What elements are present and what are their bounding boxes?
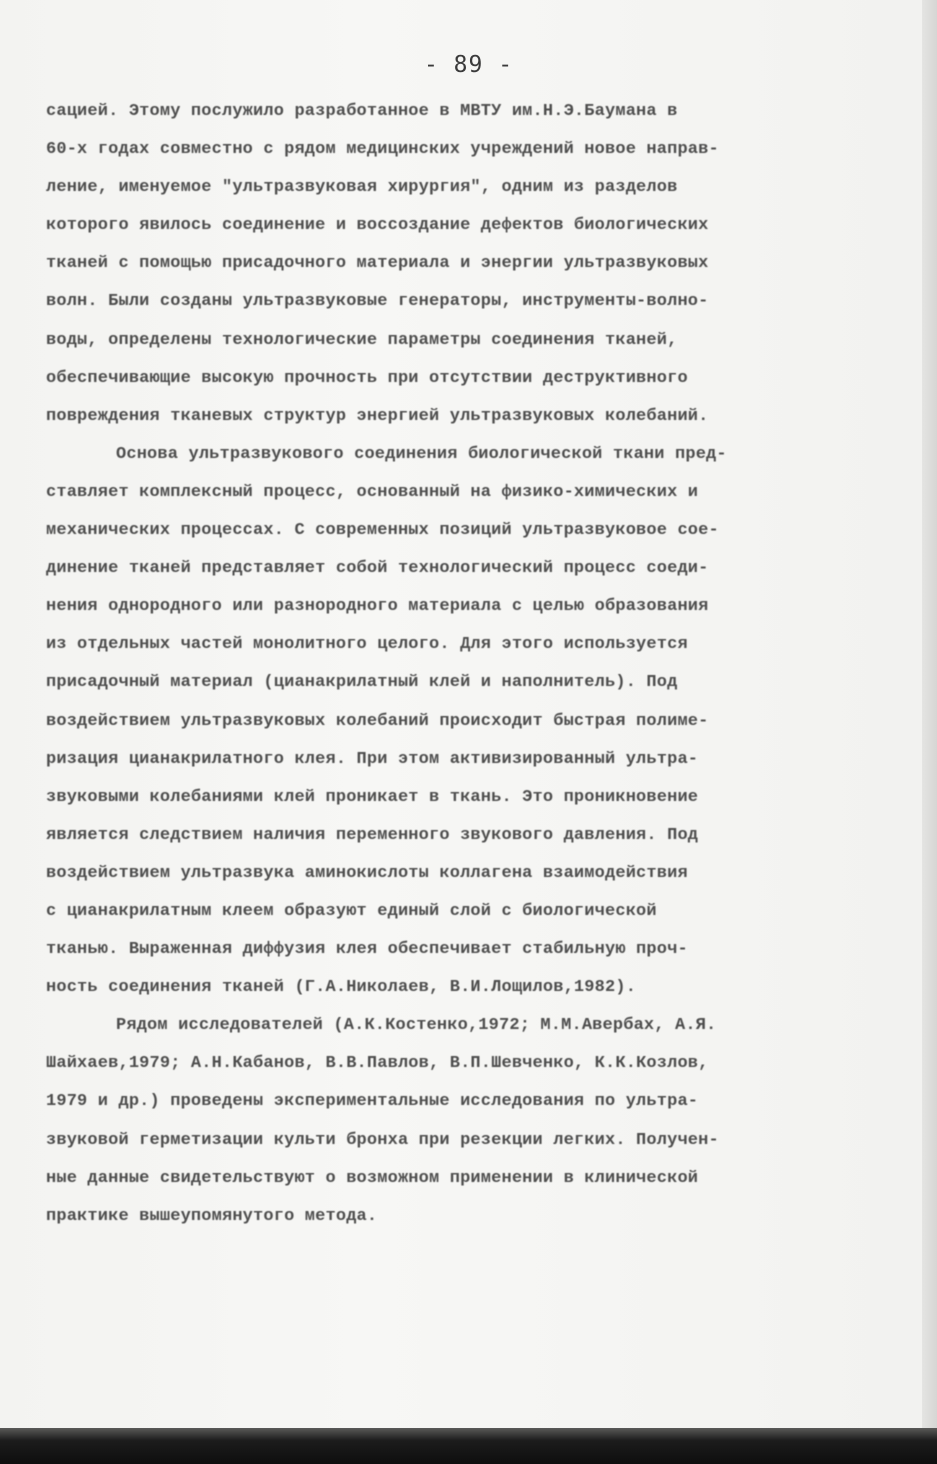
text-line: 60-х годах совместно с рядом медицинских учреждений новое направ- [46,140,719,160]
text-line: ные данные свидетельствуют о возможном применении в клинической [46,1168,699,1188]
text-line: ление, именуемое "ультразвуковая хирургия", одним из разделов [46,178,678,198]
text-line: 1979 и др.) проведены экспериментальные исследования по ультра- [46,1092,699,1112]
paragraph-1 [46,93,886,436]
text-line: из отдельных частей монолитного целого. Для этого используется [46,635,688,655]
text-line: Рядом исследователей (А.К.Костенко,1972; М.М.Авербах, А.Я. [116,1016,717,1036]
text-line: которого явилось соединение и воссоздание дефектов биологических [46,216,709,236]
text-line: повреждения тканевых структур энергией ультразвуковых колебаний. [46,406,709,426]
paragraph-3 [46,1007,886,1236]
text-line: является следствием наличия переменного звукового давления. Под [46,825,699,845]
text-line: нения однородного или разнородного материала с целью образования [46,597,709,617]
paragraph-2 [46,436,886,1007]
text-line: Шайхаев,1979; А.Н.Кабанов, В.В.Павлов, В.П.Шевченко, К.К.Козлов, [46,1054,709,1074]
text-line: сацией. Этому послужило разработанное в МВТУ им.Н.Э.Баумана в [46,102,678,121]
text-line: практике вышеупомянутого метода. [46,1206,378,1226]
text-line: воды, определены технологические параметры соединения тканей, [46,330,678,350]
text-line: механических процессах. С современных позиций ультразвуковое сое- [46,521,719,541]
text-line: ризация цианакрилатного клея. При этом активизированный ультра- [46,749,699,769]
text-line: с цианакрилатным клеем образуют единый слой с биологической [46,901,657,921]
text-line: ность соединения тканей (Г.А.Николаев, В.И.Лощилов,1982). [46,978,637,998]
text-line: воздействием ультразвуковых колебаний происходит быстрая полиме- [46,711,709,731]
text-line: тканей с помощью присадочного материала и энергии ультразвуковых [46,254,709,274]
page-edge-shadow [922,0,937,1428]
page-number: - 89 - [423,52,514,78]
text-line: звуковыми колебаниями клей проникает в ткань. Это проникновение [46,787,699,807]
text-line: динение тканей представляет собой технологический процесс соеди- [46,559,709,579]
text-line: звуковой герметизации культи бронха при резекции легких. Получен- [46,1130,719,1150]
text-line: ставляет комплексный процесс, основанный на физико-химических и [46,482,699,502]
text-line: обеспечивающие высокую прочность при отсутствии деструктивного [46,368,688,388]
text-line: Основа ультразвукового соединения биологической ткани пред- [116,444,727,464]
body-text [46,93,886,1236]
text-line: присадочный материал (цианакрилатный клей и наполнитель). Под [46,673,678,693]
text-line: тканью. Выраженная диффузия клея обеспечивает стабильную проч- [46,940,688,960]
text-line: воздействием ультразвука аминокислоты коллагена взаимодействия [46,863,688,883]
scan-bottom-border [0,1428,937,1464]
text-line: волн. Были созданы ультразвуковые генераторы, инструменты-волно- [46,292,709,312]
